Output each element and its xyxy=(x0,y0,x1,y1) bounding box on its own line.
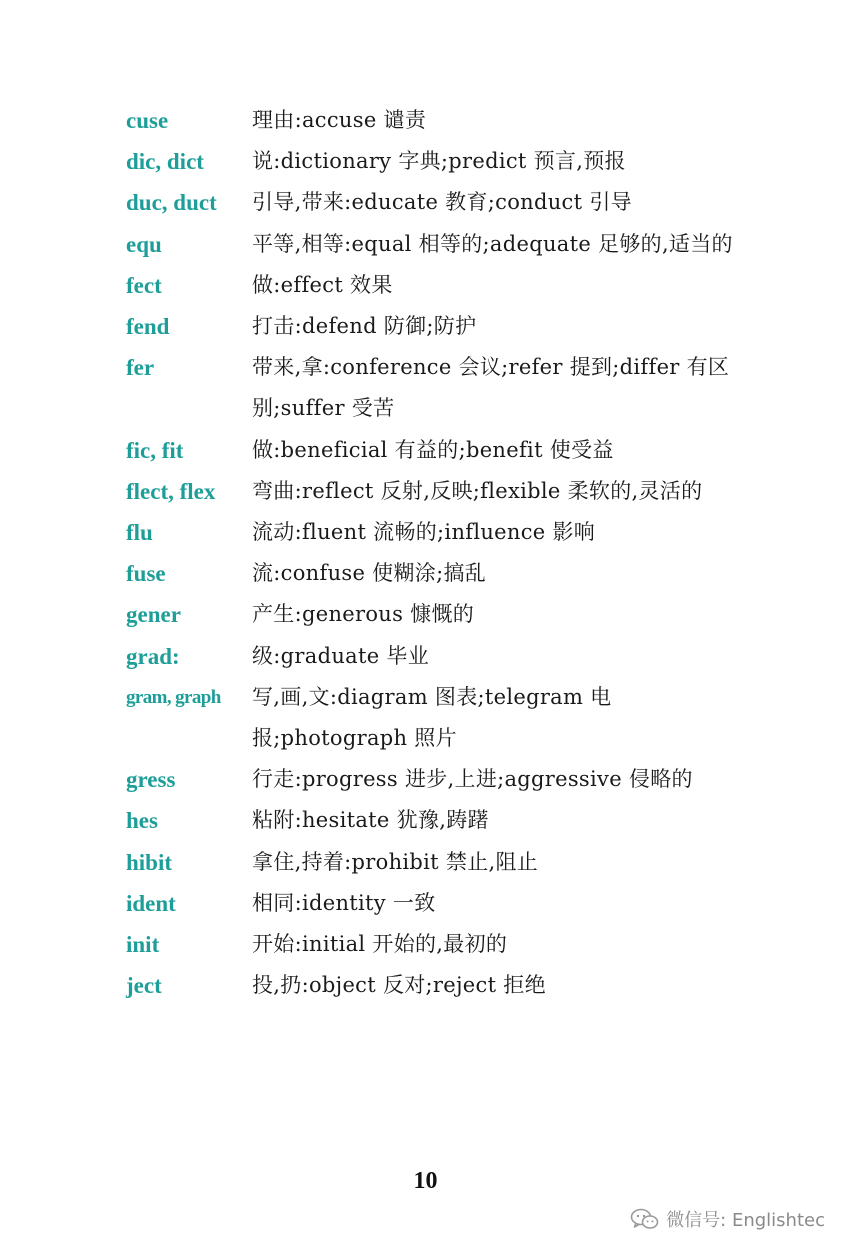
word-root-meaning: 粘附:hesitate 犹豫,踌躇 xyxy=(252,808,489,833)
word-root-meaning: 拿住,持着:prohibit 禁止,阻止 xyxy=(252,849,539,874)
list-item xyxy=(126,965,736,1006)
list-item xyxy=(126,636,736,677)
wechat-watermark xyxy=(630,1206,825,1232)
word-root-meaning: 做:effect 效果 xyxy=(252,272,393,297)
word-root: dic, dict xyxy=(126,149,204,175)
word-root: duc, duct xyxy=(126,190,217,216)
word-root-meaning: 流动:fluent 流畅的;influence 影响 xyxy=(252,520,596,545)
word-root: gener xyxy=(126,602,181,628)
word-root-meaning: 相同:identity 一致 xyxy=(252,890,436,915)
word-root: fect xyxy=(126,272,162,298)
list-item xyxy=(126,141,736,182)
word-root: fend xyxy=(126,314,170,340)
word-root-meaning: 做:beneficial 有益的;benefit 使受益 xyxy=(252,437,614,462)
word-root: hibit xyxy=(126,849,173,875)
word-root: fuse xyxy=(126,561,166,587)
word-root: equ xyxy=(126,231,162,257)
word-root: hes xyxy=(126,808,158,834)
list-item xyxy=(126,430,736,471)
word-root: fic, fit xyxy=(126,437,184,463)
word-root-meaning: 理由:accuse 谴责 xyxy=(252,108,427,132)
word-root-list xyxy=(126,100,736,1006)
word-root-meaning: 平等,相等:equal 相等的;adequate 足够的,适当的 xyxy=(252,231,733,256)
wechat-icon xyxy=(630,1207,660,1231)
list-item xyxy=(126,265,736,306)
word-root-meaning: 带来,拿:conference 会议;refer 提到;differ 有区别;suffer 受苦 xyxy=(252,355,730,421)
word-root: ident xyxy=(126,890,176,916)
wechat-id-text: 微信号: Englishtec xyxy=(666,1210,825,1231)
list-item xyxy=(126,471,736,512)
word-root-meaning: 打击:defend 防御;防护 xyxy=(252,314,477,339)
word-root-meaning: 说:dictionary 字典;predict 预言,预报 xyxy=(252,149,626,174)
word-root-meaning: 级:graduate 毕业 xyxy=(252,643,430,668)
list-item xyxy=(126,842,736,883)
word-root: cuse xyxy=(126,108,169,133)
list-item xyxy=(126,677,736,759)
word-root-meaning: 产生:generous 慷慨的 xyxy=(252,602,475,627)
list-item xyxy=(126,224,736,265)
list-item xyxy=(126,759,736,800)
word-root: gress xyxy=(126,767,176,793)
word-root-meaning: 投,扔:object 反对;reject 拒绝 xyxy=(252,973,546,998)
list-item xyxy=(126,182,736,223)
word-root: flect, flex xyxy=(126,478,216,504)
word-root: fer xyxy=(126,355,155,381)
list-item xyxy=(126,924,736,965)
word-root: init xyxy=(126,932,160,958)
list-item xyxy=(126,553,736,594)
list-item xyxy=(126,883,736,924)
word-root: flu xyxy=(126,520,153,546)
list-item xyxy=(126,347,736,429)
word-root-meaning: 流:confuse 使糊涂;搞乱 xyxy=(252,561,487,586)
word-root-meaning: 行走:progress 进步,上进;aggressive 侵略的 xyxy=(252,767,693,792)
list-item xyxy=(126,594,736,635)
list-item xyxy=(126,306,736,347)
list-item xyxy=(126,512,736,553)
word-root-meaning: 开始:initial 开始的,最初的 xyxy=(252,932,508,957)
word-root: ject xyxy=(126,973,162,999)
word-root-meaning: 引导,带来:educate 教育;conduct 引导 xyxy=(252,190,632,215)
list-item xyxy=(126,100,736,141)
word-root: grad: xyxy=(126,643,180,669)
word-root: gram, graph xyxy=(126,686,221,708)
list-item xyxy=(126,800,736,841)
word-root-meaning: 写,画,文:diagram 图表;telegram 电报;photograph 照片 xyxy=(252,684,612,751)
word-root-meaning: 弯曲:reflect 反射,反映;flexible 柔软的,灵活的 xyxy=(252,478,703,503)
page-number: 10 xyxy=(413,1168,438,1194)
